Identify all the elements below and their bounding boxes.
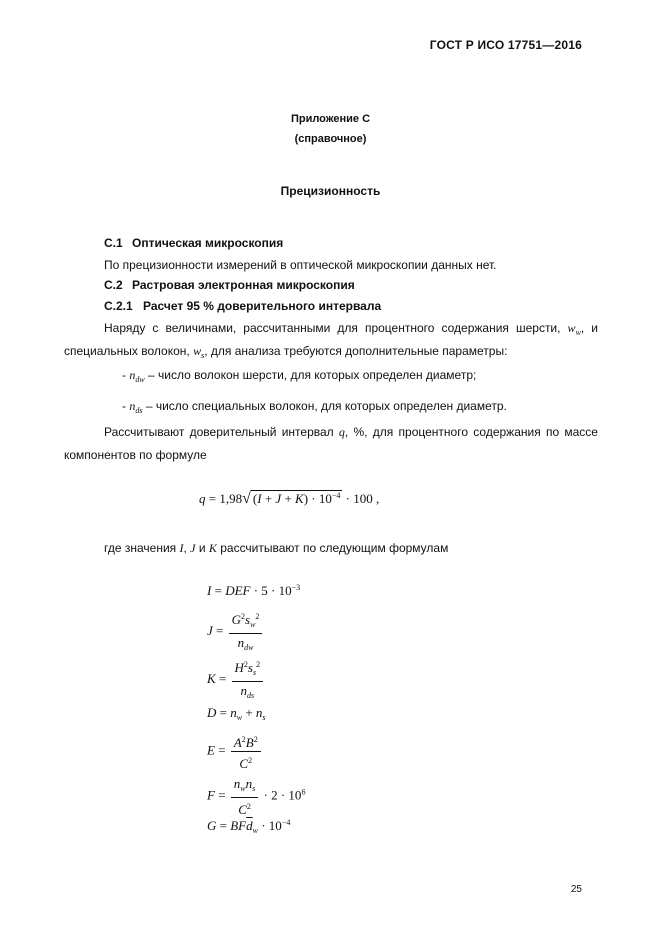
paragraph-1-line-1: Наряду с величинами, рассчитанными для процентного содержания шерсти, $w_w$, и — [104, 321, 598, 337]
standard-code: ГОСТ Р ИСО 17751—2016 — [429, 38, 582, 52]
paragraph-2-line-1: Рассчитывают доверительный интервал q, %, для процентного содержания по массе — [104, 425, 598, 439]
paragraph-1-line-2: специальных волокон, $w_s$, для анализа требуются дополнительные параметры: — [64, 344, 508, 360]
heading-c1 — [104, 236, 283, 250]
text: , и — [580, 321, 598, 335]
appendix-title: Приложение С — [290, 113, 371, 125]
text: – число специальных волокон, для которых определен диаметр. — [145, 399, 507, 413]
section-title: Прецизионность — [280, 184, 381, 198]
text: где значения — [104, 541, 177, 555]
bullet-2: - $n_{ds}$ – число специальных волокон, для которых определен диаметр. — [122, 399, 507, 415]
formula-q: q = 1,98√ $(I + J + K) \cdot 10^{-4} \cdot 100$ , — [199, 490, 380, 507]
formula-k: K = $\frac{H^2s_s^2}{n_{ds}}$ — [207, 657, 265, 703]
formula-g: $G = BF\overline{d}_w \cdot 10^{-4}$ — [207, 818, 291, 835]
formula-f: F = $\frac{n_wn_s}{C^2}$ · $2 \cdot 10^6$ — [207, 776, 306, 817]
formula-j: J = $\frac{G^2s_w^2}{n_{dw}}$ — [207, 609, 264, 655]
formula-e: E = $\frac{A^2B^2}{C^2}$ — [207, 732, 263, 771]
text: Наряду с величинами, рассчитанными для процентного содержания шерсти, — [104, 321, 561, 335]
formula-i: I = DEF · $5 \cdot 10^{-3}$ — [207, 583, 301, 598]
text: рассчитывают по следующим формулам — [220, 541, 449, 555]
formula-d: $D = n_w + n_s$ — [207, 705, 266, 722]
page-number: 25 — [570, 884, 582, 895]
heading-number: С.1 — [104, 236, 123, 250]
heading-number: С.2.1 — [104, 299, 133, 313]
heading-text: Растровая электронная микроскопия — [132, 278, 355, 292]
paragraph-2-line-2: компонентов по формуле — [64, 448, 207, 462]
text: специальных волокон, — [64, 344, 190, 358]
heading-number: С.2 — [104, 278, 123, 292]
bullet-1: - $n_{dw}$ – число волокон шерсти, для которых определен диаметр; — [122, 368, 477, 384]
paragraph-3: где значения I, J и K рассчитывают по следующим формулам — [104, 541, 449, 555]
heading-c21 — [104, 299, 381, 313]
appendix-type: (справочное) — [294, 133, 367, 145]
text: , для анализа требуются дополнительные параметры: — [204, 344, 508, 358]
heading-text: Расчет 95 % доверительного интервала — [143, 299, 382, 313]
text: – число волокон шерсти, для которых определен диаметр; — [148, 368, 477, 382]
text: Рассчитывают доверительный интервал — [104, 425, 334, 439]
text: , %, для процентного содержания по массе — [344, 425, 598, 439]
heading-c2 — [104, 278, 355, 292]
heading-text: Оптическая микроскопия — [132, 236, 284, 250]
c1-text: По прецизионности измерений в оптической микроскопии данных нет. — [104, 258, 497, 272]
